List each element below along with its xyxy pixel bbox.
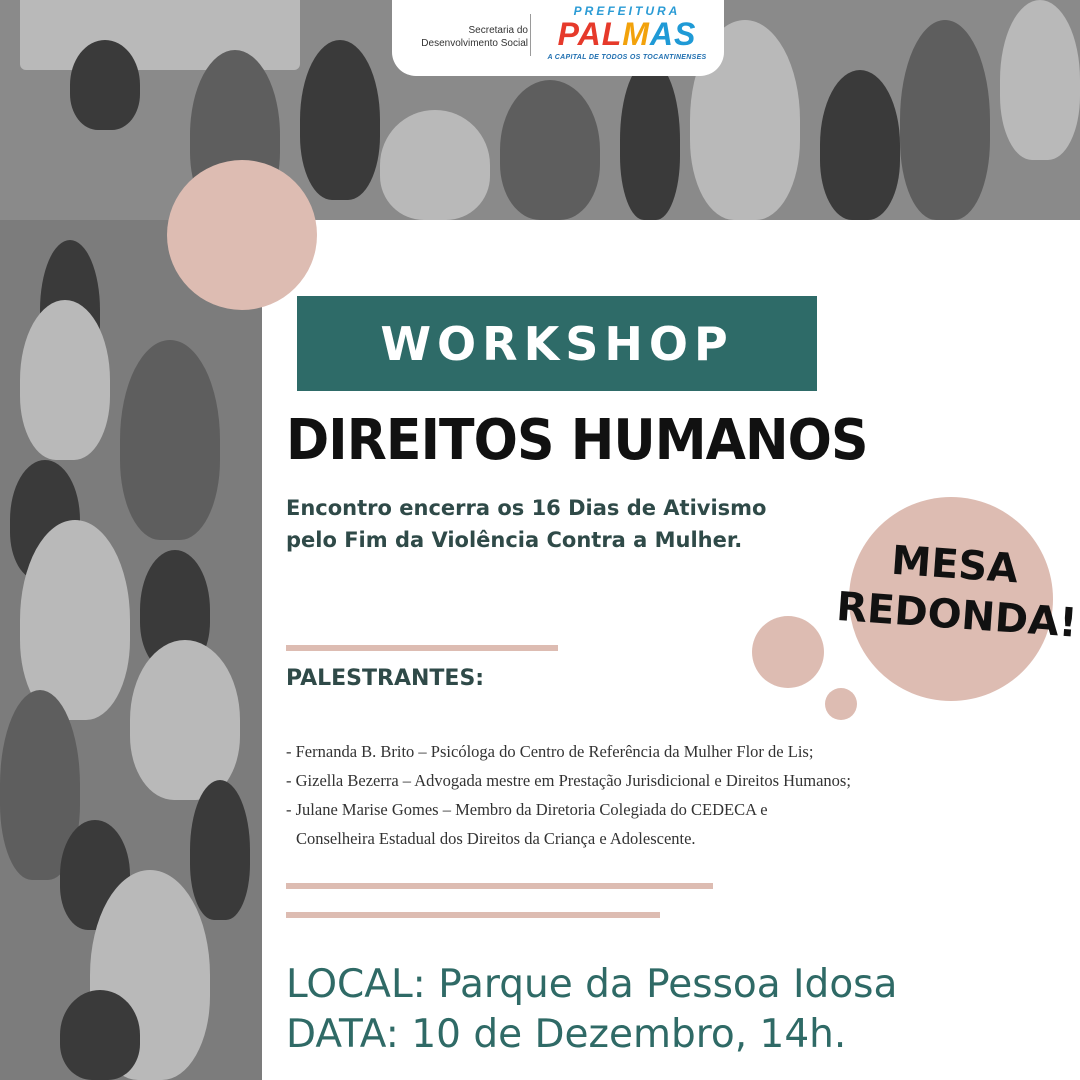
logo-divider xyxy=(530,14,531,56)
palmas-tagline: A CAPITAL DE TODOS OS TOCANTINENSES xyxy=(547,54,707,61)
decor-circle-small xyxy=(825,688,857,720)
divider-rule-top xyxy=(286,645,558,651)
workshop-label: WORKSHOP xyxy=(380,316,734,371)
speaker-list xyxy=(286,737,851,853)
logo-card xyxy=(392,0,724,76)
list-item: - Fernanda B. Brito – Psicóloga do Centro de Referência da Mulher Flor de Lis; xyxy=(286,742,814,761)
list-item: Conselheira Estadual dos Direitos da Criança e Adolescente. xyxy=(296,829,696,848)
palmas-logo: PALMAS xyxy=(557,16,697,52)
list-item: - Julane Marise Gomes – Membro da Diretoria Colegiada do CEDECA e xyxy=(286,800,768,819)
page-title: DIREITOS HUMANOS xyxy=(286,408,868,473)
crowd-photo-left xyxy=(0,220,262,1080)
prefeitura-label: PREFEITURA xyxy=(573,4,681,18)
divider-rule-bottom-1 xyxy=(286,883,713,889)
secretaria-label: Secretaria do Desenvolvimento Social xyxy=(421,25,528,49)
workshop-banner xyxy=(297,296,817,391)
mesa-redonda-badge: MESA REDONDA! xyxy=(834,537,1079,647)
speakers-heading: PALESTRANTES: xyxy=(286,666,485,691)
subtitle: Encontro encerra os 16 Dias de Ativismo pelo Fim da Violência Contra a Mulher. xyxy=(286,496,767,552)
event-date: DATA: 10 de Dezembro, 14h. xyxy=(286,1012,847,1057)
decor-circle-top xyxy=(167,160,317,310)
decor-circle-medium xyxy=(752,616,824,688)
event-location: LOCAL: Parque da Pessoa Idosa xyxy=(286,962,898,1007)
divider-rule-bottom-2 xyxy=(286,912,660,918)
list-item: - Gizella Bezerra – Advogada mestre em Prestação Jurisdicional e Direitos Humanos; xyxy=(286,771,851,790)
